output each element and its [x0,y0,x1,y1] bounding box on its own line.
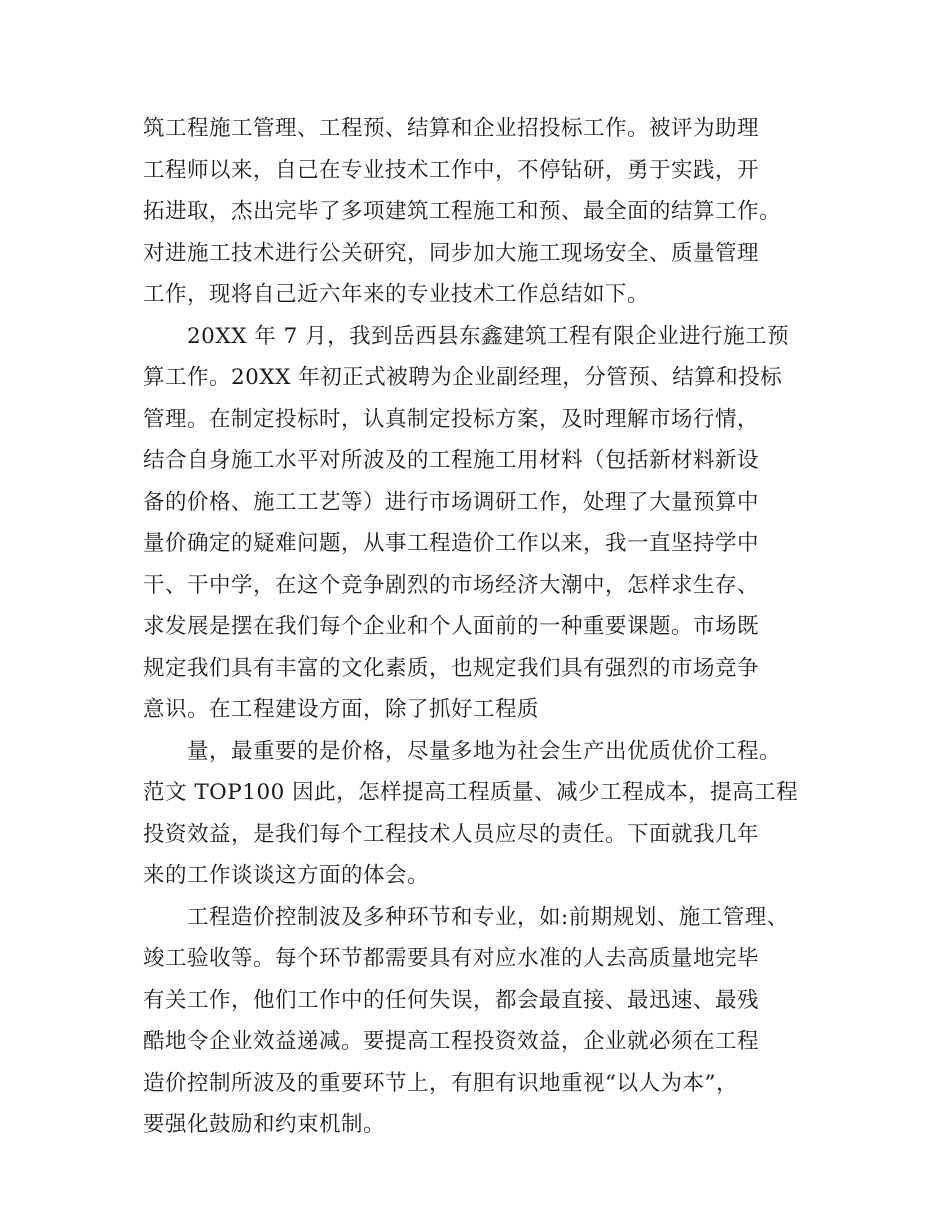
text-line: 投资效益，是我们每个工程技术人员应尽的责任。下面就我几年 [143,821,760,847]
text-line: 范文 TOP100 因此，怎样提高工程质量、减少工程成本，提高工程 [143,780,799,805]
text-line: 干、干中学，在这个竞争剧烈的市场经济大潮中，怎样求生存、 [143,572,760,598]
text-line: 量价确定的疑难问题，从事工程造价工作以来，我一直坚持学中 [143,531,760,556]
text-line: 规定我们具有丰富的文化素质，也规定我们具有强烈的市场竞争 [143,655,760,681]
text-line: 拓进取，杰出完毕了多项建筑工程施工和预、最全面的结算工作。 [143,199,782,224]
text-line: 求发展是摆在我们每个企业和个人面前的一种重要课题。市场既 [143,614,760,639]
text-line: 工作，现将自己近六年来的专业技术工作总结如下。 [143,282,650,307]
text-line: 竣工验收等。每个环节都需要具有对应水准的人去高质量地完毕 [143,946,760,971]
text-line: 结合自身施工水平对所波及的工程施工用材料（包括新材料新设 [143,448,760,473]
body-text [143,108,843,1146]
text-line: 有关工作，他们工作中的任何失误，都会最直接、最迅速、最残 [143,987,760,1013]
text-line: 造价控制所波及的重要环节上，有胆有识地重视“以人为本”， [143,1070,738,1096]
text-line-indented: 工程造价控制波及多种环节和专业，如:前期规划、施工管理、 [187,904,789,930]
text-line: 算工作。20XX 年初正式被聘为企业副经理，分管预、结算和投标 [143,365,783,390]
text-line: 要强化鼓励和约束机制。 [143,1112,386,1137]
text-line-indented: 量，最重要的是价格，尽量多地为社会生产出优质优价工程。 [187,738,782,764]
text-line: 来的工作谈谈这方面的体会。 [143,863,430,888]
text-line: 工程师以来，自己在专业技术工作中，不停钻研，勇于实践，开 [143,157,760,183]
text-line: 酷地令企业效益递减。要提高工程投资效益，企业就必须在工程 [143,1029,760,1054]
text-line: 意识。在工程建设方面，除了抓好工程质 [143,697,540,722]
text-line: 备的价格、施工工艺等）进行市场调研工作，处理了大量预算中 [143,489,760,515]
text-line: 对进施工技术进行公关研究，同步加大施工现场安全、质量管理 [143,240,760,266]
text-line: 筑工程施工管理、工程预、结算和企业招投标工作。被评为助理 [143,116,760,141]
text-line: 管理。在制定投标时，认真制定投标方案，及时理解市场行情， [143,406,760,432]
text-line-indented: 20XX 年 7 月，我到岳西县东鑫建筑工程有限企业进行施工预 [187,323,790,349]
